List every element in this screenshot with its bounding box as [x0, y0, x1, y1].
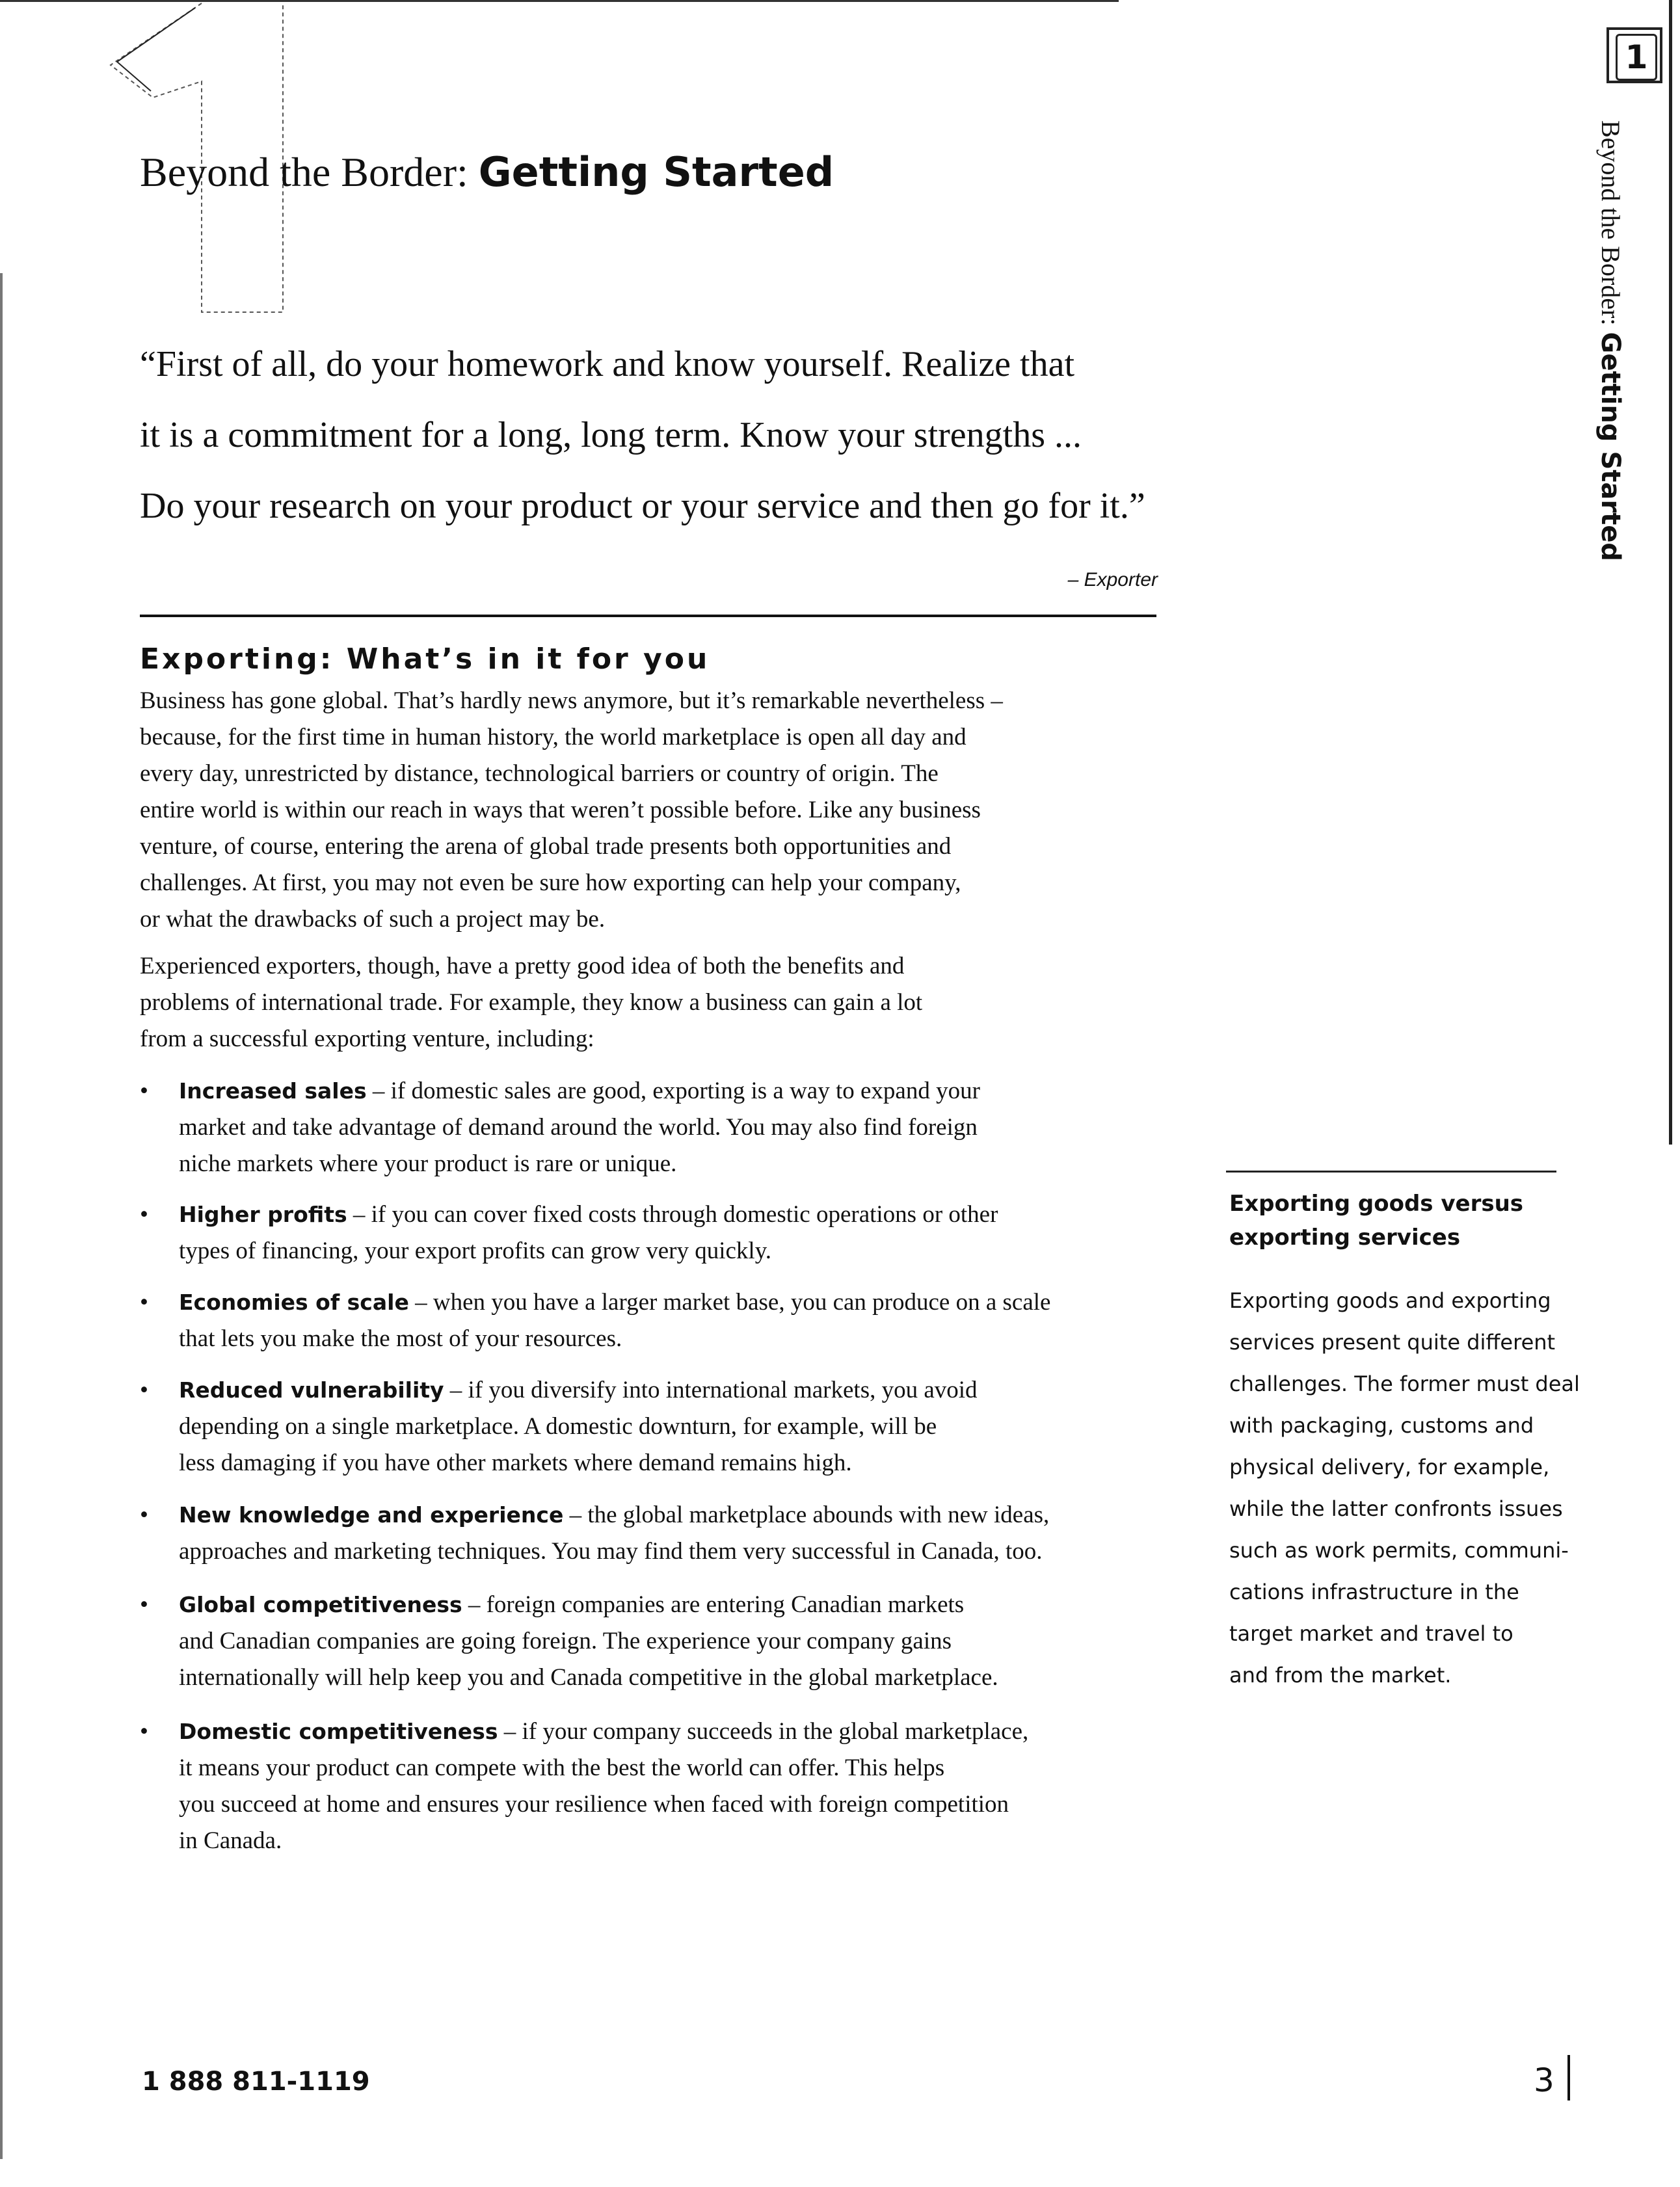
bullet-text: in Canada. [179, 1827, 282, 1854]
page-edge-right [1669, 0, 1672, 1145]
bullet-text: types of financing, your export profits can grow very quickly. [179, 1238, 772, 1264]
sidebar-line: and from the market. [1229, 1663, 1452, 1688]
bullet-text: niche markets where your product is rare or unique. [179, 1150, 677, 1177]
bullet-text: less damaging if you have other markets where demand remains high. [179, 1450, 852, 1476]
bullet-dot: • [140, 1201, 148, 1228]
section-divider [140, 615, 1156, 617]
sidebar-heading [1229, 1187, 1567, 1254]
bullet-term: Economies of scale [179, 1290, 409, 1315]
paragraph-line: because, for the first time in human history, the world marketplace is open all day and [140, 724, 967, 750]
sidebar-line: target market and travel to [1229, 1621, 1513, 1646]
bullet-text: approaches and marketing techniques. You may find them very successful in Canada, too. [179, 1538, 1043, 1565]
sidebar-heading-line: exporting services [1229, 1225, 1461, 1251]
sidebar-line: with packaging, customs and [1229, 1413, 1534, 1438]
bullet-dot: • [140, 1718, 148, 1745]
page-number-bar [1567, 2055, 1570, 2101]
bullet-text: – when you have a larger market base, you can produce on a scale [408, 1289, 1051, 1316]
page-number: 3 [1534, 2061, 1554, 2099]
bullet-text: – if your company succeeds in the global marketplace, [498, 1718, 1029, 1745]
bullet-term: Higher profits [179, 1202, 347, 1227]
title-lead: Beyond the Border: [140, 149, 468, 195]
bullet-term: Global competitiveness [179, 1592, 462, 1617]
quote-line-3: Do your research on your product or your service and then go for it.” [140, 486, 1145, 526]
page-title [140, 148, 834, 196]
bullet-text: – if domestic sales are good, exporting is a way to expand your [366, 1078, 980, 1104]
paragraph-line: challenges. At first, you may not even be sure how exporting can help your company, [140, 869, 961, 896]
bullet-text: and Canadian companies are going foreign. The experience your company gains [179, 1628, 952, 1654]
intro-paragraph [140, 683, 1174, 938]
bullet-term: Increased sales [179, 1078, 367, 1104]
chapter-number: 1 [1616, 34, 1657, 81]
sidebar-line: challenges. The former must deal [1229, 1372, 1580, 1396]
benefits-intro-paragraph [140, 948, 1174, 1057]
bullet-text: – foreign companies are entering Canadian markets [462, 1591, 965, 1618]
paragraph-line: problems of international trade. For example, they know a business can gain a lot [140, 989, 923, 1016]
footer-phone: 1 888 811-1119 [142, 2067, 370, 2097]
paragraph-line: entire world is within our reach in ways that weren’t possible before. Like any business [140, 797, 981, 823]
quote-line-2: it is a commitment for a long, long term. Know your strengths ... [140, 415, 1082, 455]
page-edge-left [0, 273, 3, 2159]
bullet-term: New knowledge and experience [179, 1502, 564, 1528]
running-head-emphasis: Getting Started [1595, 332, 1625, 561]
quote-line-1: “First of all, do your homework and know yourself. Realize that [140, 344, 1074, 384]
bullet-dot: • [140, 1591, 148, 1618]
sidebar-line: Exporting goods and exporting [1229, 1288, 1551, 1313]
title-emphasis: Getting Started [478, 148, 834, 196]
bullet-term: Domestic competitiveness [179, 1719, 498, 1744]
bullet-text: – if you diversify into international markets, you avoid [444, 1377, 978, 1403]
running-head-lead: Beyond the Border: [1596, 120, 1625, 326]
paragraph-line: Business has gone global. That’s hardly news anymore, but it’s remarkable nevertheless – [140, 687, 1003, 714]
paragraph-line: from a successful exporting venture, including: [140, 1026, 594, 1052]
bullet-dot: • [140, 1377, 148, 1403]
section-heading: Exporting: What’s in it for you [140, 643, 710, 676]
sidebar-line: physical delivery, for example, [1229, 1455, 1550, 1479]
paragraph-line: every day, unrestricted by distance, technological barriers or country of origin. The [140, 760, 939, 787]
bullet-text: market and take advantage of demand around the world. You may also find foreign [179, 1114, 978, 1141]
sidebar-line: services present quite different [1229, 1330, 1556, 1355]
bullet-text: – the global marketplace abounds with new ideas, [563, 1502, 1050, 1528]
bullet-text: you succeed at home and ensures your resilience when faced with foreign competition [179, 1791, 1009, 1818]
sidebar-line: while the latter confronts issues [1229, 1496, 1563, 1521]
bullet-term: Reduced vulnerability [179, 1377, 444, 1403]
paragraph-line: venture, of course, entering the arena of global trade presents both opportunities and [140, 833, 952, 860]
sidebar-line: such as work permits, communi- [1229, 1538, 1569, 1563]
chapter-tab-badge [1607, 27, 1662, 83]
paragraph-line: or what the drawbacks of such a project may be. [140, 906, 606, 933]
bullet-text: it means your product can compete with the best the world can offer. This helps [179, 1755, 945, 1781]
sidebar-line: cations infrastructure in the [1229, 1580, 1519, 1604]
quote-attribution: – Exporter [1067, 569, 1158, 590]
bullet-text: – if you can cover fixed costs through domestic operations or other [347, 1201, 998, 1228]
bullet-text: that lets you make the most of your resources. [179, 1325, 622, 1352]
running-head-vertical [1587, 120, 1626, 680]
sidebar-rule [1226, 1171, 1556, 1173]
bullet-dot: • [140, 1502, 148, 1528]
sidebar-body [1229, 1280, 1580, 1696]
bullet-text: depending on a single marketplace. A domestic downturn, for example, will be [179, 1413, 937, 1440]
sidebar-heading-line: Exporting goods versus [1229, 1191, 1524, 1217]
bullet-dot: • [140, 1078, 148, 1104]
paragraph-line: Experienced exporters, though, have a pretty good idea of both the benefits and [140, 953, 905, 979]
bullet-dot: • [140, 1289, 148, 1316]
bullet-text: internationally will help keep you and Canada competitive in the global marketplace. [179, 1664, 998, 1691]
